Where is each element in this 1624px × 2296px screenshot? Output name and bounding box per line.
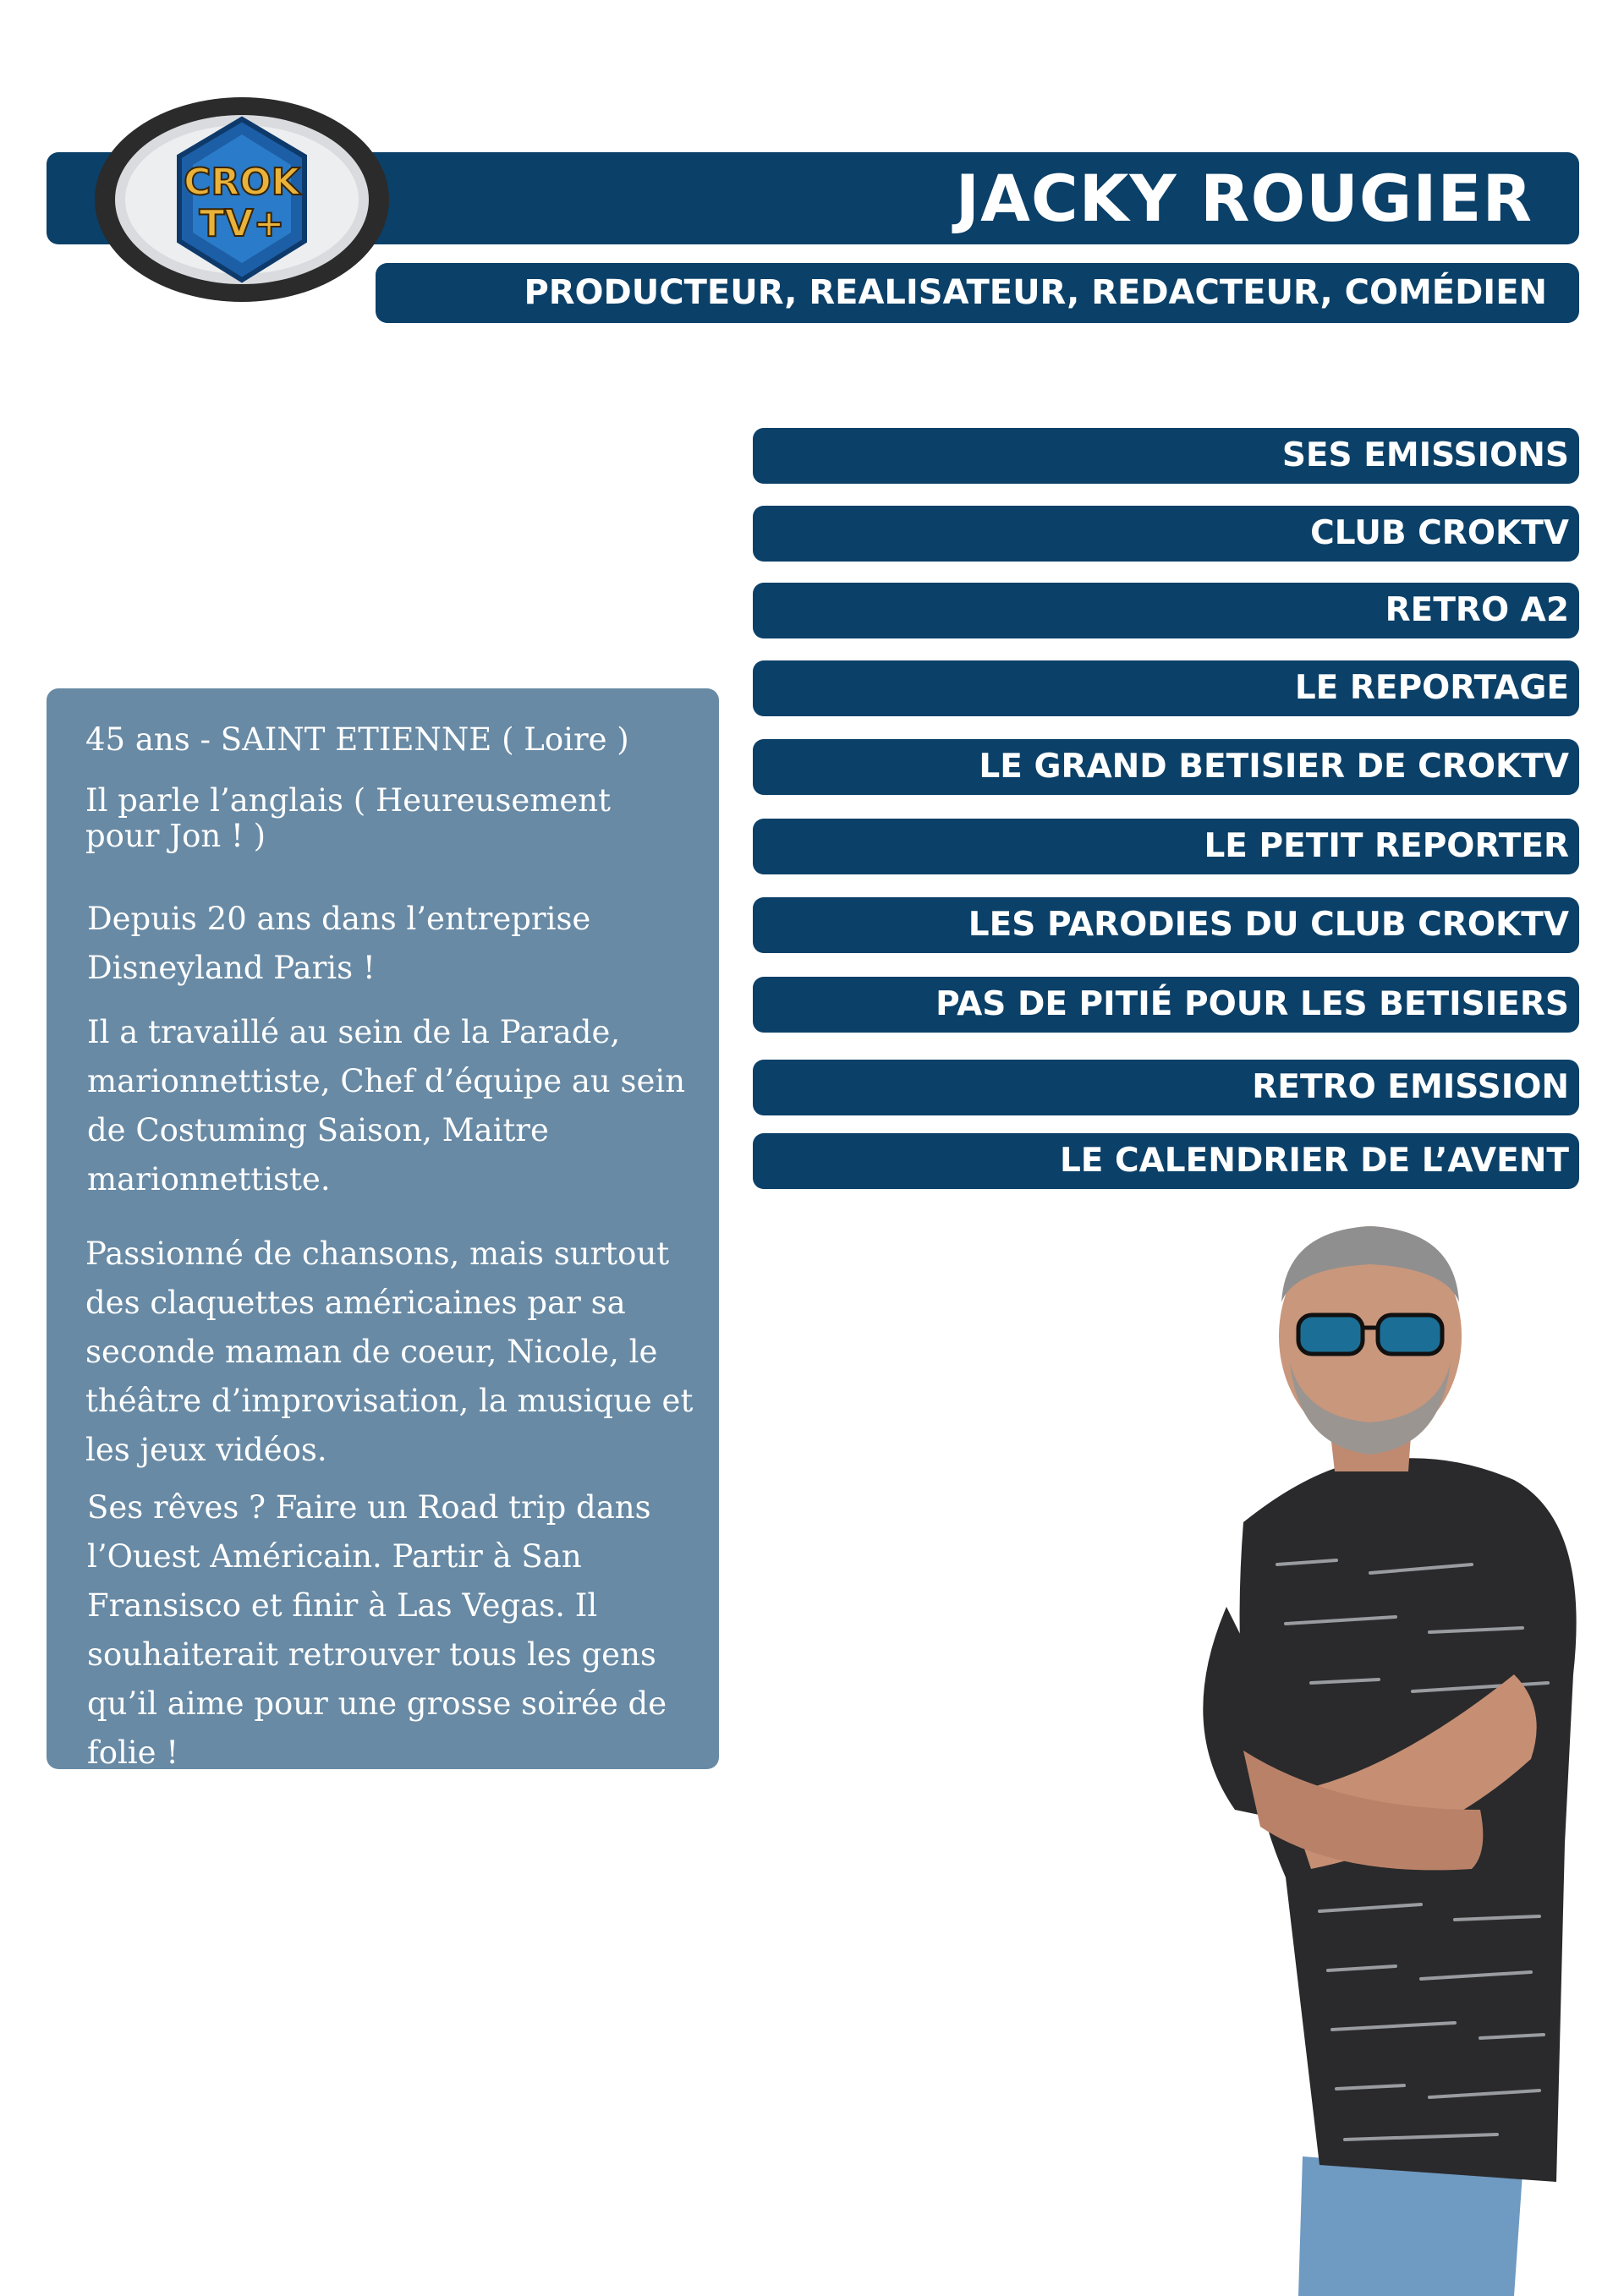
logo-text-tv: TV+ [199,202,285,245]
logo-text-crok: CROK [184,161,300,204]
person-roles: PRODUCTEUR, REALISATEUR, REDACTEUR, COMÉDIEN [524,273,1547,312]
bio-dreams: Ses rêves ? Faire un Road trip dans l’Ouest Américain. Partir à San Fransisco et finir à Las Vegas. Il souhaiterait retrouver tous les gens qu’il aime pour une grosse soirée de folie ! [87,1489,667,1771]
show-label: LES PARODIES DU CLUB CROKTV [968,906,1569,944]
show-label: RETRO A2 [1385,591,1569,629]
show-item[interactable] [753,660,1579,716]
show-item[interactable] [753,583,1579,638]
show-item[interactable] [753,1133,1579,1189]
show-label: CLUB CROKTV [1310,514,1569,552]
show-item[interactable] [753,897,1579,953]
bio-work-years: Depuis 20 ans dans l’entreprise Disneyland Paris ! [87,901,591,986]
show-label: SES EMISSIONS [1281,436,1569,474]
croktv-logo [91,96,392,304]
show-label: LE REPORTAGE [1294,669,1569,707]
show-item[interactable] [753,1060,1579,1115]
bio-age-city: 45 ans - SAINT ETIENNE ( Loire ) [85,721,629,758]
show-label: LE PETIT REPORTER [1204,827,1569,865]
show-label: RETRO EMISSION [1252,1068,1569,1106]
bio-language: Il parle l’anglais ( Heureusement pour Jon ! ) [85,782,611,854]
bio-passions: Passionné de chansons, mais surtout des claquettes américaines par sa seconde maman de coeur, Nicole, le théâtre d’improvisation, la musique et les jeux vidéos. [85,1236,694,1468]
show-label: LE CALENDRIER DE L’AVENT [1059,1142,1569,1180]
show-item[interactable] [753,819,1579,874]
show-label: PAS DE PITIÉ POUR LES BETISIERS [935,985,1569,1023]
person-photo [1116,1201,1624,2296]
show-item[interactable] [753,977,1579,1033]
show-item[interactable] [753,739,1579,795]
roles-banner [376,263,1579,323]
person-name: JACKY ROUGIER [955,161,1533,236]
show-label: LE GRAND BETISIER DE CROKTV [979,748,1569,786]
show-item[interactable] [753,506,1579,562]
bio-work-roles: Il a travaillé au sein de la Parade, marionnettiste, Chef d’équipe au sein de Costuming Saison, Maitre marionnettiste. [87,1014,686,1197]
show-item[interactable] [753,428,1579,484]
bio-panel [47,688,719,1769]
